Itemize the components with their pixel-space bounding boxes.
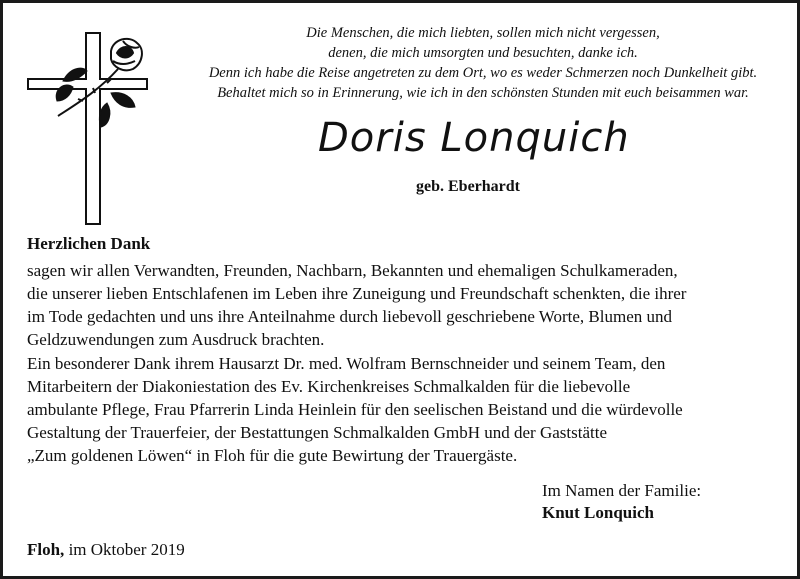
paragraph-line: Gestaltung der Trauerfeier, der Bestattungen Schmalkalden GmbH und der Gaststätte bbox=[27, 423, 608, 442]
cross-rose-graphic bbox=[23, 31, 153, 231]
deceased-name: Doris Lonquich bbox=[318, 115, 630, 161]
rose-bloom-icon bbox=[111, 39, 142, 70]
rose-leaves-icon bbox=[56, 68, 135, 127]
paragraph-line: sagen wir allen Verwandten, Freunden, Nachbarn, Bekannten und ehemaligen Schulkameraden, bbox=[27, 261, 678, 280]
paragraph-line: die unserer lieben Entschlafenen im Leben ihre Zuneigung und Freundschaft schenkten, die ihrer bbox=[27, 284, 687, 303]
poem-line: Behaltet mich so in Erinnerung, wie ich in den schönsten Stunden mit euch beisammen war. bbox=[217, 85, 749, 101]
paragraph-line: Geldzuwendungen zum Ausdruck brachten. bbox=[27, 330, 325, 349]
paragraph-line: Ein besonderer Dank ihrem Hausarzt Dr. med. Wolfram Bernschneider und seinem Team, den bbox=[27, 354, 666, 373]
paragraph-line: Mitarbeitern der Diakoniestation des Ev. Kirchenkreises Schmalkalden für die liebevolle bbox=[27, 377, 631, 396]
born-name: geb. Eberhardt bbox=[416, 178, 520, 195]
poem-line: Die Menschen, die mich liebten, sollen mich nicht vergessen, bbox=[306, 25, 660, 41]
poem-line: Denn ich habe die Reise angetreten zu dem Ort, wo es weder Schmerzen noch Dunkelheit gibt. bbox=[208, 65, 758, 81]
thanks-paragraph-1 bbox=[27, 259, 787, 351]
thanks-paragraph-2 bbox=[27, 352, 787, 467]
place-date bbox=[27, 540, 185, 560]
paragraph-line: ambulante Pflege, Frau Pfarrerin Linda Heinlein für den seelischen Beistand und die würdevolle bbox=[27, 400, 683, 419]
place: Floh, bbox=[27, 540, 65, 559]
thanks-heading: Herzlichen Dank bbox=[27, 234, 151, 253]
cross-with-rose-icon bbox=[23, 31, 153, 231]
paragraph-line: im Tode gedachten und uns ihre Anteilnahme durch liebevoll geschriebene Worte, Blumen und bbox=[27, 307, 673, 326]
memorial-poem bbox=[193, 23, 773, 103]
poem-line: denen, die mich umsorgten und besuchten, danke ich. bbox=[328, 45, 638, 61]
date: im Oktober 2019 bbox=[64, 540, 185, 559]
signature-name: Knut Lonquich bbox=[542, 503, 654, 522]
signature-intro: Im Namen der Familie: bbox=[542, 481, 702, 500]
paragraph-line: „Zum goldenen Löwen“ in Floh für die gute Bewirtung der Trauergäste. bbox=[27, 446, 518, 465]
